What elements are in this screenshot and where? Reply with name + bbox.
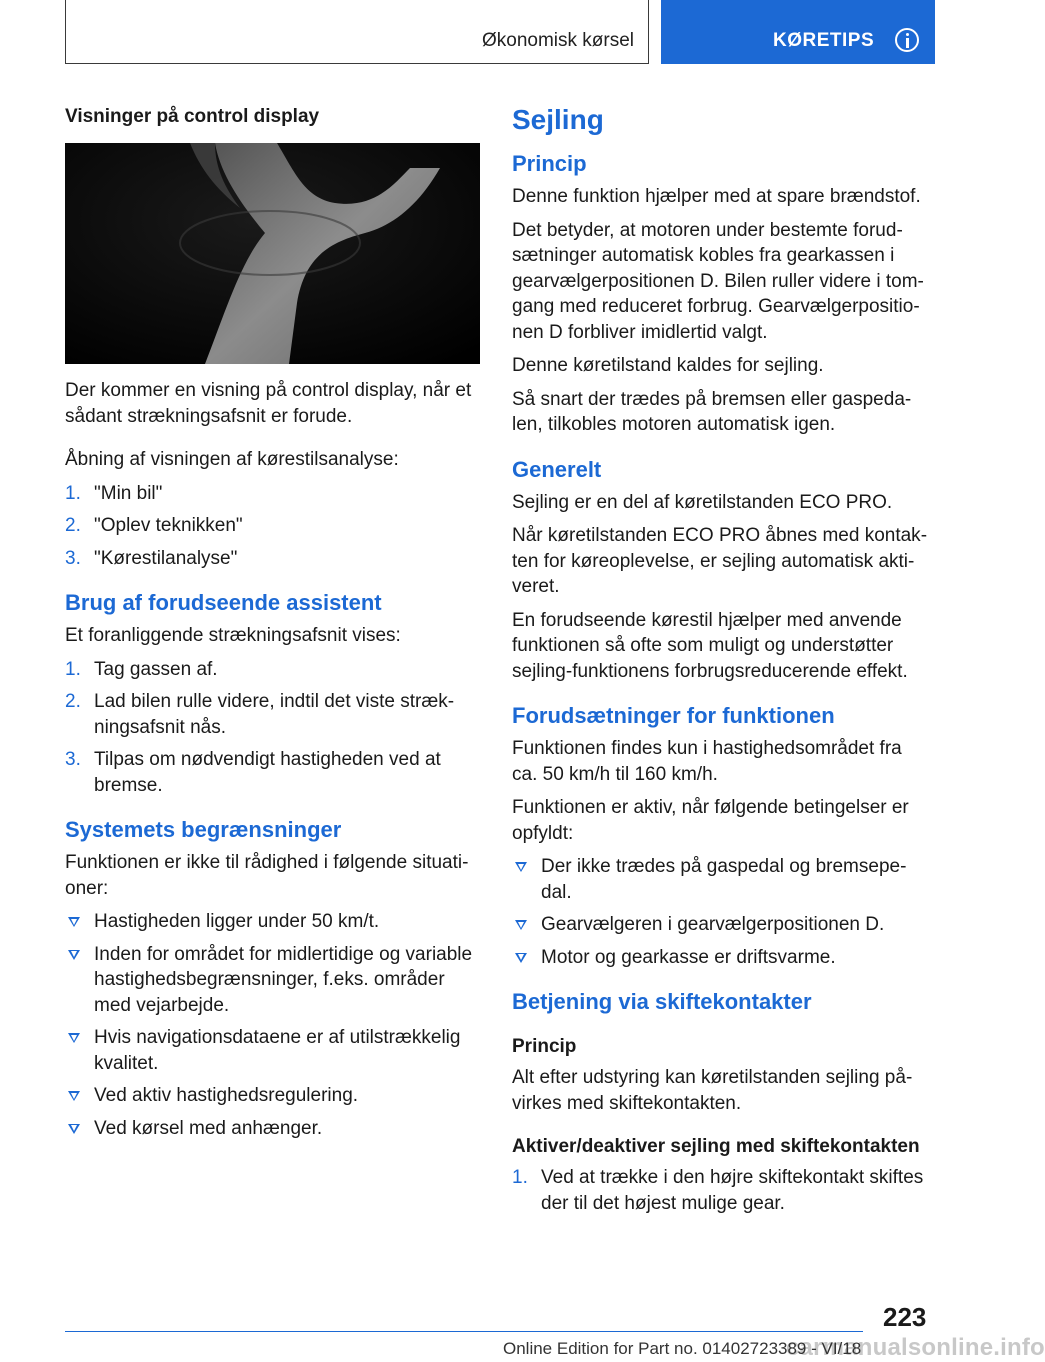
step-number: 1. [512, 1167, 528, 1188]
general-p2: Når køretilstanden ECO PRO åbnes med kontakten for køreoplevelse, er sejling automatisk aktiveret. [512, 525, 928, 597]
list-item [65, 689, 480, 740]
limits-heading: Systemets begrænsninger [65, 817, 342, 842]
bullet-triangle-icon [515, 862, 527, 872]
display-heading: Visninger på control display [65, 106, 320, 127]
page-number: 223 [883, 1302, 927, 1332]
step-number: 3. [65, 547, 81, 569]
principle-heading: Princip [512, 151, 587, 176]
footer-divider [65, 1331, 863, 1332]
right-column [512, 104, 930, 1224]
limits-list [65, 909, 480, 1141]
step-text: "Kørestilanalyse" [94, 547, 238, 569]
watermark: carmanualsonline.info [786, 1334, 1045, 1361]
header-section-title: Økonomisk kørsel [481, 30, 634, 51]
list-item [512, 1165, 930, 1216]
activate-steps-list [512, 1165, 930, 1216]
bullet-text: Motor og gearkasse er driftsvarme. [541, 946, 836, 968]
step-number: 1. [65, 482, 81, 504]
step-text: Ved at trække i den højre skiftekontakt skiftes der til det højest mulige gear. [541, 1167, 924, 1214]
left-column [65, 104, 480, 1149]
activate-heading: Aktiver/deaktiver sejling med skiftekontakten [512, 1136, 920, 1157]
use-intro: Et foranliggende strækningsafsnit vises: [65, 625, 401, 646]
requirements-p1: Funktionen findes kun i hastighedsområdet fra ca. 50 km/h til 160 km/h. [512, 738, 902, 785]
operation-heading: Betjening via skiftekontakter [512, 989, 812, 1014]
step-number: 2. [65, 515, 81, 536]
use-heading: Brug af forudseende assistent [65, 590, 382, 615]
bullet-triangle-icon [68, 1124, 80, 1134]
bullet-text: Der ikke trædes på gaspedal og bremsepedal. [541, 856, 907, 903]
bullet-text: Ved aktiv hastighedsregulering. [94, 1085, 359, 1106]
requirements-p2: Funktionen er aktiv, når følgende betingelser er opfyldt: [512, 797, 909, 844]
list-item [65, 657, 480, 683]
list-item [65, 546, 480, 572]
list-item [512, 912, 930, 938]
bullet-triangle-icon [515, 953, 527, 963]
open-steps-list [65, 481, 480, 572]
list-item [65, 513, 480, 539]
bullet-text: Gearvælgeren i gearvælgerpositionen D. [541, 914, 885, 935]
bullet-text: Hastigheden ligger under 50 km/t. [94, 911, 380, 932]
general-heading: Generelt [512, 456, 602, 482]
list-item [512, 854, 930, 905]
list-item [65, 747, 480, 798]
step-text: Tag gassen af. [94, 658, 218, 680]
header-chapter-tab[interactable] [661, 0, 935, 64]
step-text: Lad bilen rulle videre, indtil det viste strækningsafsnit nås. [94, 691, 455, 738]
use-steps-list [65, 657, 480, 799]
list-item [65, 1083, 480, 1109]
open-text: Åbning af visningen af kørestilsanalyse: [65, 449, 399, 470]
list-item [65, 909, 480, 935]
requirements-list [512, 854, 930, 970]
step-text: "Min bil" [94, 482, 163, 504]
principle-p4: Så snart der trædes på bremsen eller gaspedalen, tilkobles motoren automatisk igen. [512, 388, 912, 435]
edition-text: Online Edition for Part no. 01402723389 - VI/18 [503, 1339, 862, 1358]
bullet-triangle-icon [68, 1033, 80, 1043]
bullet-triangle-icon [515, 920, 527, 930]
principle-p3: Denne køretilstand kaldes for sejling. [512, 355, 824, 376]
bullet-text: Ved kørsel med anhænger. [94, 1117, 323, 1139]
road-display-image [65, 143, 480, 364]
bullet-triangle-icon [68, 1091, 80, 1101]
general-p1: Sejling er en del af køretilstanden ECO PRO. [512, 491, 893, 513]
header-section-box [65, 0, 649, 64]
list-item [65, 942, 480, 1019]
display-text: Der kommer en visning på control display, når et sådant strækningsafsnit er forude. [65, 380, 472, 427]
principle-p1: Denne funktion hjælper med at spare brændstof. [512, 186, 921, 207]
step-number: 3. [65, 749, 81, 770]
step-number: 2. [65, 691, 81, 712]
bullet-triangle-icon [68, 950, 80, 960]
requirements-heading: Forudsætninger for funktionen [512, 703, 835, 728]
step-number: 1. [65, 658, 81, 680]
step-text: Tilpas om nødvendigt hastigheden ved at bremse. [94, 749, 441, 796]
list-item [65, 1025, 480, 1076]
bullet-text: Inden for området for midlertidige og variable hastighedsbegrænsninger, f.eks. områder med vejarbejde. [94, 943, 473, 1016]
header-chapter-title: KØRETIPS [773, 30, 875, 51]
limits-intro: Funktionen er ikke til rådighed i følgende situationer: [65, 852, 469, 899]
step-text: "Oplev teknikken" [94, 515, 243, 536]
info-icon[interactable] [895, 28, 919, 52]
page-title: Sejling [512, 104, 604, 135]
list-item [65, 481, 480, 507]
operation-principle-text: Alt efter udstyring kan køretilstanden sejling påvirkes med skiftekontakten. [512, 1067, 913, 1114]
bullet-text: Hvis navigationsdataene er af utilstrækkelig kvalitet. [94, 1027, 461, 1074]
principle-p2: Det betyder, at motoren under bestemte forudsætninger automatisk kobles fra gearkassen i gearvælgerpositionen D. Bilen ruller videre i tomgang med reduceret forbrug. Gearvælgerpositionen D forbliver imidlertid valgt. [512, 219, 924, 343]
general-p3: En forudseende kørestil hjælper med anvende funktionen så ofte som muligt og understøtter sejling-funktionens forbrugsreducerende effekt. [512, 609, 908, 682]
operation-principle-heading: Princip [512, 1036, 577, 1057]
bullet-triangle-icon [68, 917, 80, 927]
list-item [65, 1116, 480, 1142]
list-item [512, 945, 930, 971]
